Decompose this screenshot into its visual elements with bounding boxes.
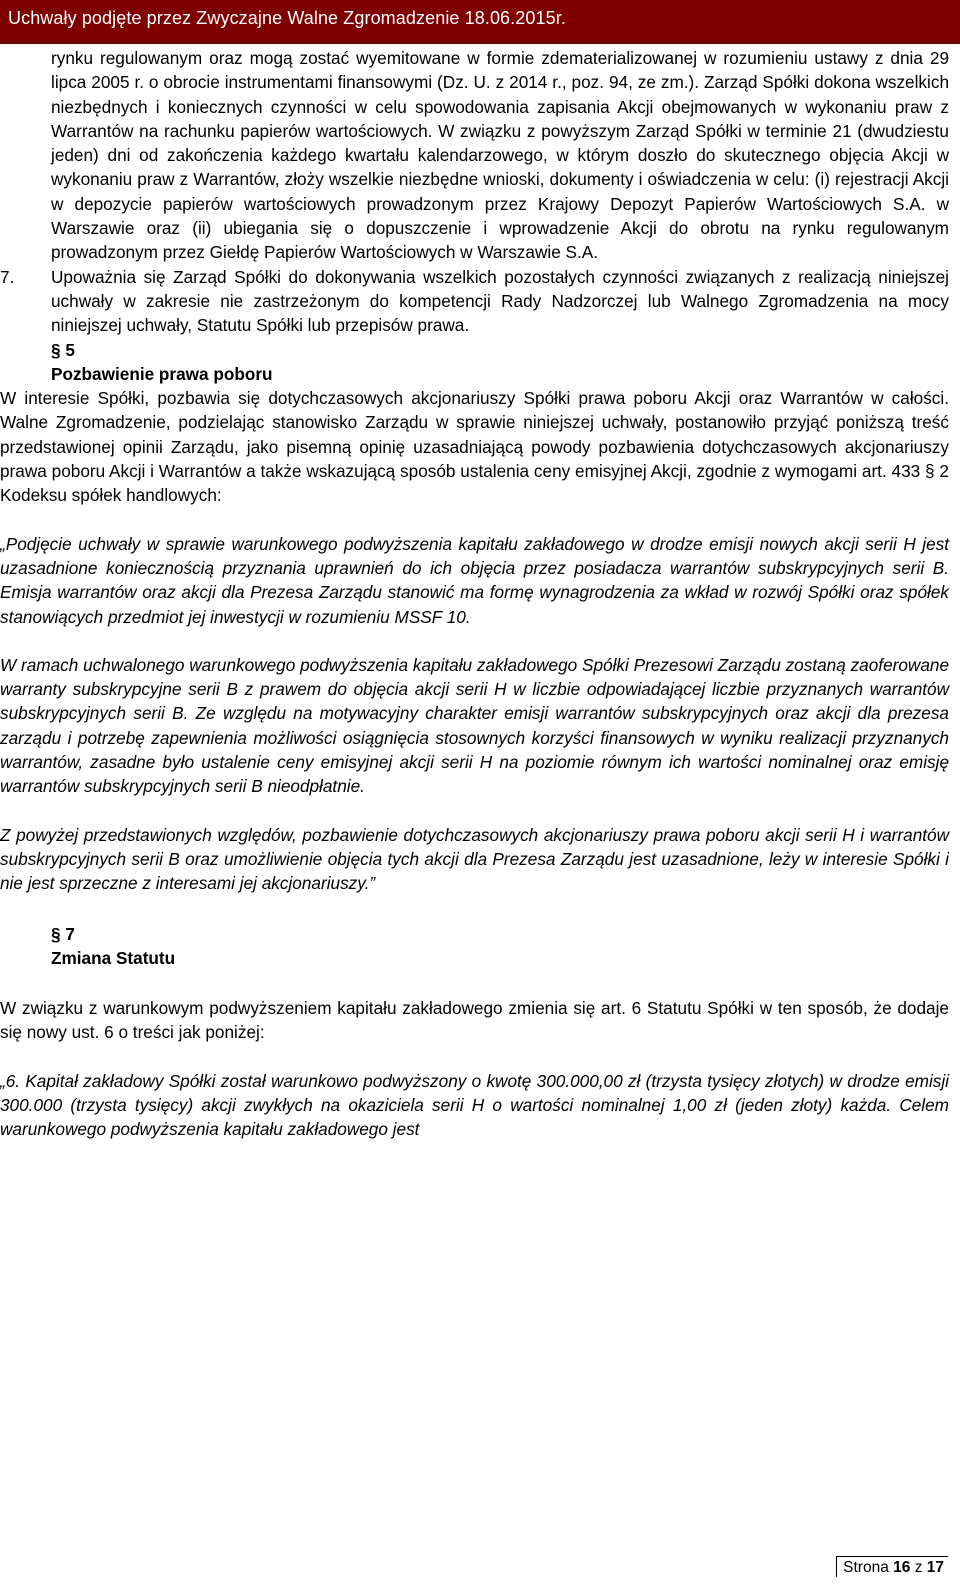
section-5-number: § 5 [51, 339, 75, 360]
section-7-paragraph: W związku z warunkowym podwyższeniem kapitału zakładowego zmienia się art. 6 Statutu Spółki w ten sposób, że dodaje się nowy ust. 6 o treści jak poniżej: [0, 998, 949, 1043]
page-current: 16 [893, 1559, 911, 1576]
paragraph-continuation: rynku regulowanym oraz mogą zostać wyemitowane w formie zdematerializowanej w rozumieniu ustawy z dnia 29 lipca 2005 r. o obrocie instrumentami finansowymi (Dz. U. z 2014 r., poz. 94, ze zm.). Zarząd Spółki dokona wszelkich niezbędnych i koniecznych czynności w celu spowodowania zapisania Akcji obejmowanych w wykonaniu praw z Warrantów na rachunku papierów wartościowych. W związku z powyższym Zarząd Spółki w terminie 21 (dwudziestu jeden) dni od zakończenia każdego kwartału kalendarzowego, w którym doszło do skutecznego objęcia Akcji w wykonaniu praw z Warrantów, złoży wszelkie niezbędne wnioski, dokumenty i oświadczenia w celu: (i) rejestracji Akcji w depozycie papierów wartościowych prowadzonym przez Krajowy Depozyt Papierów Wartościowych S.A. w Warszawie oraz (ii) ubiegania się o dopuszczenie i wprowadzenie Akcji do obrotu na rynku regulowanym prowadzonym przez Giełdę Papierów Wartościowych w Warszawie S.A. [51, 48, 949, 263]
list-item-number: 7. [0, 266, 15, 287]
list-item-text: Upoważnia się Zarząd Spółki do dokonywania wszelkich pozostałych czynności związanych z realizacją niniejszej uchwały w zakresie nie zastrzeżonym do kompetencji Rady Nadzorczej lub Walnego Zgromadzenia na mocy niniejszej uchwały, Statutu Spółki lub przepisów prawa. [51, 266, 949, 336]
page-separator: z [914, 1559, 923, 1576]
document-body [0, 46, 949, 1142]
quote-paragraph-2: W ramach uchwalonego warunkowego podwyższenia kapitału zakładowego Spółki Prezesowi Zarządu zostaną zaoferowane warranty subskrypcyjne serii B z prawem do objęcia akcji serii H w liczbie odpowiadającej liczbie przyznanych warrantów subskrypcyjnych serii B. Ze względu na motywacyjny charakter emisji warrantów subskrypcyjnych oraz akcji dla prezesa zarządu i potrzebę zapewnienia możliwości osiągnięcia stosownych korzyści finansowych w wyniku realizacji przyznanych warrantów, zasadne było ustalenie ceny emisyjnej akcji serii H na poziomie równym ich wartości nominalnej oraz emisję warrantów subskrypcyjnych serii B nieodpłatnie. [0, 654, 949, 797]
document-header-title: Uchwały podjęte przez Zwyczajne Walne Zgromadzenie 18.06.2015r. [8, 8, 566, 28]
section-5-title: Pozbawienie prawa poboru [51, 363, 273, 384]
quote-paragraph-4: „6. Kapitał zakładowy Spółki został warunkowo podwyższony o kwotę 300.000,00 zł (trzysta tysięcy złotych) w drodze emisji 300.000 (trzysta tysięcy) akcji zwykłych na okaziciela serii H o wartości nominalnej 1,00 zł (jeden złoty) każda. Celem warunkowego podwyższenia kapitału zakładowego jest [0, 1070, 949, 1140]
quote-paragraph-1: „Podjęcie uchwały w sprawie warunkowego podwyższenia kapitału zakładowego w drodze emisji nowych akcji serii H jest uzasadnione koniecznością przyznania uprawnień do ich objęcia przez posiadacza warrantów subskrypcyjnych serii B. Emisja warrantów oraz akcji dla Prezesa Zarządu stanowić ma formę wynagrodzenia za wkład w rozwój Spółki oraz spółek stanowiących przedmiot jej inwestycji w rozumieniu MSSF 10. [0, 533, 949, 627]
page-total: 17 [926, 1559, 944, 1576]
section-7-title: Zmiana Statutu [51, 947, 176, 968]
document-header [0, 0, 960, 44]
section-7-number: § 7 [51, 923, 75, 944]
page-number-footer [836, 1556, 948, 1577]
page-label: Strona [843, 1559, 889, 1576]
section-5-paragraph: W interesie Spółki, pozbawia się dotychczasowych akcjonariuszy Spółki prawa poboru Akcji oraz Warrantów w całości. Walne Zgromadzenie, podzielając stanowisko Zarządu w sprawie niniejszej uchwały, postanowiło przyjąć poniższą treść przedstawionej opinii Zarządu, jako pisemną opinię uzasadniającą powody pozbawienia dotychczasowych akcjonariuszy prawa poboru Akcji i Warrantów a także wskazującą sposób ustalenia ceny emisyjnej Akcji, zgodnie z wymogami art. 433 § 2 Kodeksu spółek handlowych: [0, 388, 949, 506]
list-item-7 [0, 265, 949, 338]
quote-paragraph-3: Z powyżej przedstawionych względów, pozbawienie dotychczasowych akcjonariuszy prawa poboru akcji serii H i warrantów subskrypcyjnych serii B oraz umożliwienie objęcia tych akcji dla Prezesa Zarządu jest uzasadnione, leży w interesie Spółki i nie jest sprzeczne z interesami jej akcjonariuszy.” [0, 824, 949, 894]
